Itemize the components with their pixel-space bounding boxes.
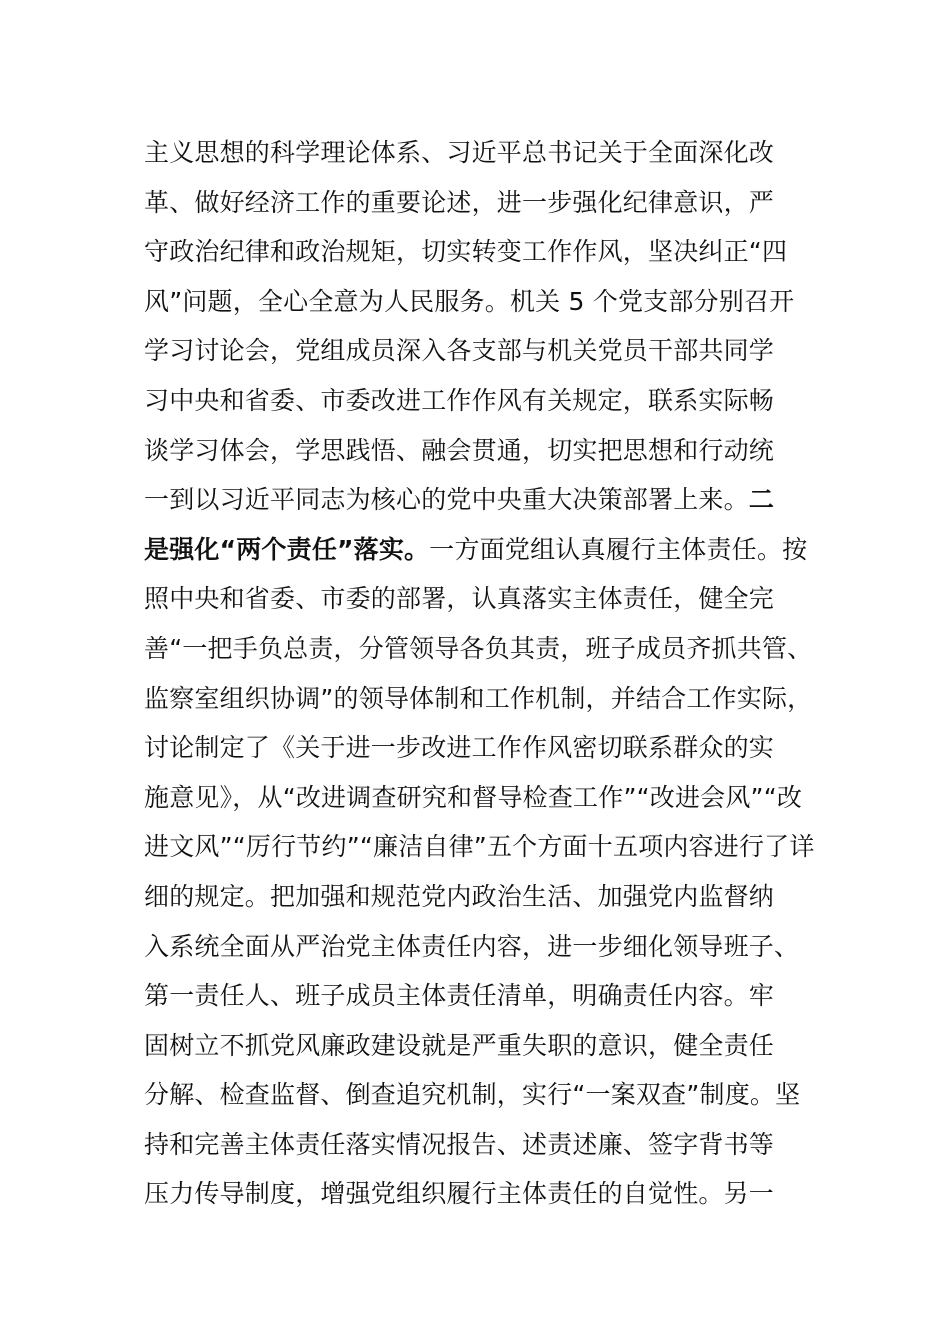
text-run: 谈学习体会，学思践悟、融会贯通，切实把思想和行动统 [144,435,775,465]
body-text [144,128,824,1219]
text-line [144,1169,824,1219]
text-line [144,574,824,624]
emphasis-text: 是强化“两个责任”落实。 [144,534,430,564]
text-line [144,624,824,674]
text-line [144,227,824,277]
emphasis-text: 二 [748,485,775,515]
text-run: 习中央和省委、市委改进工作作风有关规定，联系实际畅 [144,385,775,415]
text-run: 固树立不抓党风廉政建设就是严重失职的意识，健全责任 [144,1030,775,1060]
text-run: 讨论制定了《关于进一步改进工作作风密切联系群众的实 [144,733,775,763]
text-line [144,822,824,872]
text-run: 善“一把手负总责，分管领导各负其责，班子成员齐抓共管、 [144,633,813,663]
text-line [144,1070,824,1120]
text-line [144,773,824,823]
text-run: 主义思想的科学理论体系、习近平总书记关于全面深化改 [144,138,775,167]
text-line [144,326,824,376]
text-line [144,1021,824,1071]
text-run: 进文风”“厉行节约”“廉洁自律”五个方面十五项内容进行了详 [144,832,815,862]
text-run: 分解、检查监督、倒查追究机制，实行“一案双查”制度。坚 [144,1080,801,1110]
text-line [144,376,824,426]
text-run: 风”问题，全心全意为人民服务。机关 5 个党支部分别召开 [144,286,795,316]
text-line [144,277,824,327]
text-run: 一方面党组认真履行主体责任。按 [429,534,808,564]
text-line [144,426,824,476]
text-run: 施意见》，从“改进调查研究和督导检查工作”“改进会风”“改 [144,782,803,812]
text-run: 一到以习近平同志为核心的党中央重大决策部署上来。 [144,485,749,515]
text-run: 学习讨论会，党组成员深入各支部与机关党员干部共同学 [144,336,775,366]
text-run: 持和完善主体责任落实情况报告、述责述廉、签字背书等 [144,1129,775,1159]
text-run: 监察室组织协调”的领导体制和工作机制，并结合工作实际， [144,683,813,713]
text-line [144,178,824,228]
text-run: 革、做好经济工作的重要论述，进一步强化纪律意识，严 [144,187,775,217]
text-run: 入系统全面从严治党主体责任内容，进一步细化领导班子、 [144,931,800,961]
text-line [144,922,824,972]
text-run: 细的规定。把加强和规范党内政治生活、加强党内监督纳 [144,881,775,911]
text-run: 压力传导制度，增强党组织履行主体责任的自觉性。另一 [144,1179,775,1209]
text-line [144,723,824,773]
text-line [144,475,824,525]
text-line [144,872,824,922]
text-run: 第一责任人、班子成员主体责任清单，明确责任内容。牢 [144,981,775,1011]
text-line [144,128,824,178]
text-run: 守政治纪律和政治规矩，切实转变工作作风，坚决纠正“四 [144,237,788,267]
text-line [144,1120,824,1170]
text-line [144,971,824,1021]
text-run: 照中央和省委、市委的部署，认真落实主体责任，健全完 [144,584,775,614]
text-line [144,525,824,575]
text-line [144,674,824,724]
